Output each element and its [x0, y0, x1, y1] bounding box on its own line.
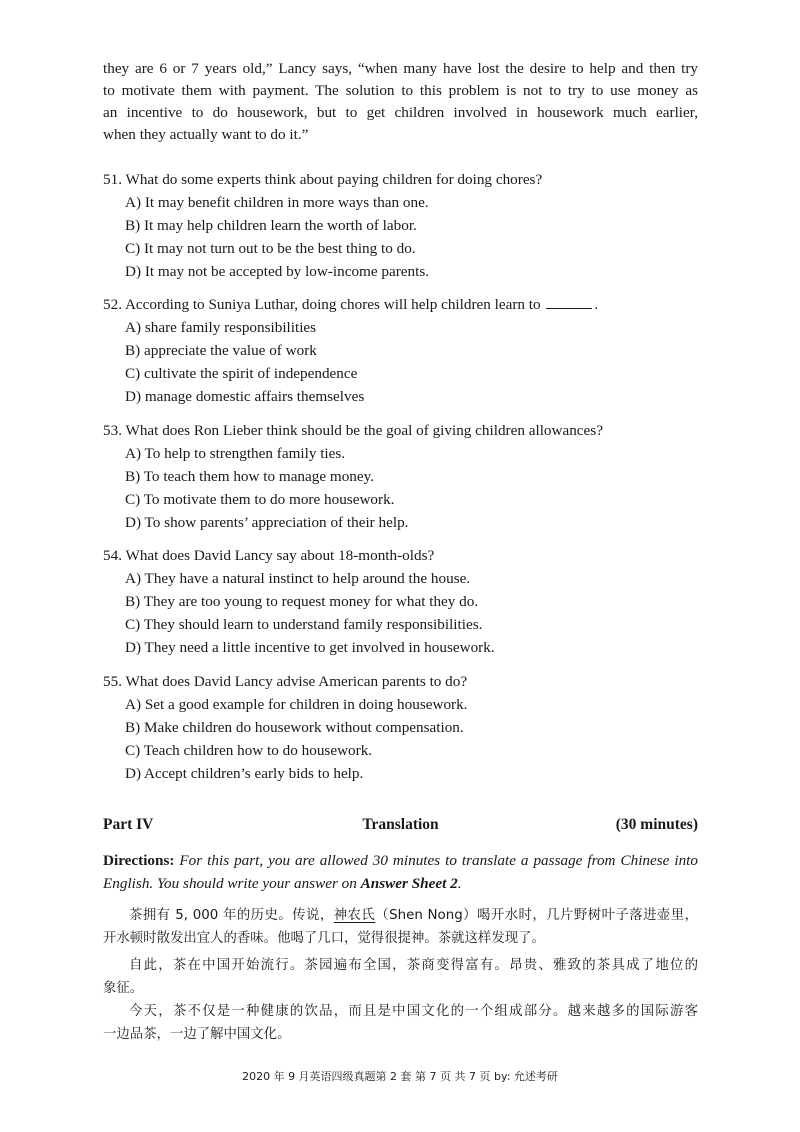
chinese-paragraph-3: [103, 1000, 698, 1046]
option-a[interactable]: A) share family responsibilities: [125, 319, 317, 336]
option-d[interactable]: D) They need a little incentive to get involved in housework.: [125, 639, 495, 656]
chinese-line: 一边品茶，一边了解中国文化。: [103, 1027, 291, 1042]
option-b[interactable]: B) To teach them how to manage money.: [125, 468, 375, 485]
option-b[interactable]: B) Make children do housework without compensation.: [125, 719, 464, 736]
chinese-text: 茶拥有 5, 000 年的历史。传说，: [129, 908, 334, 923]
option-d[interactable]: D) manage domestic affairs themselves: [125, 388, 365, 405]
part-label: Part IV: [103, 816, 154, 833]
chinese-line: 开水顿时散发出宜人的香味。他喝了几口，觉得很提神。茶就这样发现了。: [103, 931, 545, 946]
option-c[interactable]: C) cultivate the spirit of independence: [125, 365, 358, 382]
directions-line: [103, 872, 698, 895]
option-c[interactable]: C) It may not turn out to be the best thing to do.: [125, 240, 416, 257]
chinese-text: （Shen Nong）喝开水时，几片野树叶子落进壶里，: [375, 908, 698, 923]
option-b[interactable]: B) It may help children learn the worth of labor.: [125, 217, 417, 234]
question-stem: [103, 293, 703, 316]
part-header: [103, 816, 698, 840]
chinese-line: 象征。: [103, 981, 144, 996]
directions-label: Directions:: [103, 852, 175, 869]
question-53: [103, 419, 703, 534]
option-a[interactable]: A) To help to strengthen family ties.: [125, 445, 346, 462]
question-stem: 53. What does Ron Lieber think should be the goal of giving children allowances?: [103, 422, 603, 439]
question-stem: 55. What does David Lancy advise American parents to do?: [103, 673, 468, 690]
option-a[interactable]: A) Set a good example for children in doing housework.: [125, 696, 468, 713]
directions-text: English. You should write your answer on: [103, 875, 357, 892]
option-a[interactable]: A) They have a natural instinct to help around the house.: [125, 570, 471, 587]
directions-line: [103, 849, 698, 872]
question-stem-end: .: [594, 296, 599, 313]
directions-text: For this part, you are allowed 30 minutes to translate a passage from Chinese into: [179, 852, 698, 869]
question-stem: 51. What do some experts think about paying children for doing chores?: [103, 171, 543, 188]
passage-line: they are 6 or 7 years old,” Lancy says, “when many have lost the desire to help and then try: [103, 60, 698, 77]
chinese-line: [103, 904, 698, 927]
chinese-line: 自此，茶在中国开始流行。茶园遍布全国，茶商变得富有。昂贵、雅致的茶具成了地位的: [129, 958, 698, 973]
option-d[interactable]: D) Accept children’s early bids to help.: [125, 765, 364, 782]
option-d[interactable]: D) It may not be accepted by low-income parents.: [125, 263, 430, 280]
directions-end: .: [457, 875, 462, 892]
option-b[interactable]: B) They are too young to request money for what they do.: [125, 593, 479, 610]
option-c[interactable]: C) To motivate them to do more housework.: [125, 491, 395, 508]
answer-blank: [546, 294, 592, 309]
passage-line: an incentive to do housework, but to get children involved in housework much earlier,: [103, 104, 698, 121]
page-footer: 2020 年 9 月英语四级真题第 2 套 第 7 页 共 7 页 by: 允述考研: [242, 1070, 558, 1083]
question-stem: 54. What does David Lancy say about 18-month-olds?: [103, 547, 435, 564]
option-c[interactable]: C) Teach children how to do housework.: [125, 742, 373, 759]
option-b[interactable]: B) appreciate the value of work: [125, 342, 317, 359]
question-54: [103, 544, 703, 659]
part-time: (30 minutes): [615, 816, 698, 833]
chinese-line: 今天，茶不仅是一种健康的饮品，而且是中国文化的一个组成部分。越来越多的国际游客: [129, 1004, 698, 1019]
option-a[interactable]: A) It may benefit children in more ways than one.: [125, 194, 429, 211]
chinese-paragraph-1: [103, 904, 698, 950]
answer-sheet-ref: Answer Sheet 2: [360, 875, 458, 892]
question-51: [103, 168, 703, 283]
question-stem-text: 52. According to Suniya Luthar, doing chores will help children learn to: [103, 296, 541, 313]
option-d[interactable]: D) To show parents’ appreciation of their help.: [125, 514, 409, 531]
part-title: Translation: [362, 816, 439, 833]
passage-line: when they actually want to do it.”: [103, 126, 309, 143]
passage-excerpt: [103, 58, 698, 146]
chinese-name-underlined: 神农氏: [333, 908, 376, 923]
chinese-paragraph-2: [103, 954, 698, 1000]
option-c[interactable]: C) They should learn to understand family responsibilities.: [125, 616, 483, 633]
passage-line: to motivate them with payment. The solution to this problem is not to try to use money as: [103, 82, 698, 99]
question-55: [103, 670, 703, 785]
question-52: [103, 293, 703, 408]
directions: [103, 849, 698, 895]
